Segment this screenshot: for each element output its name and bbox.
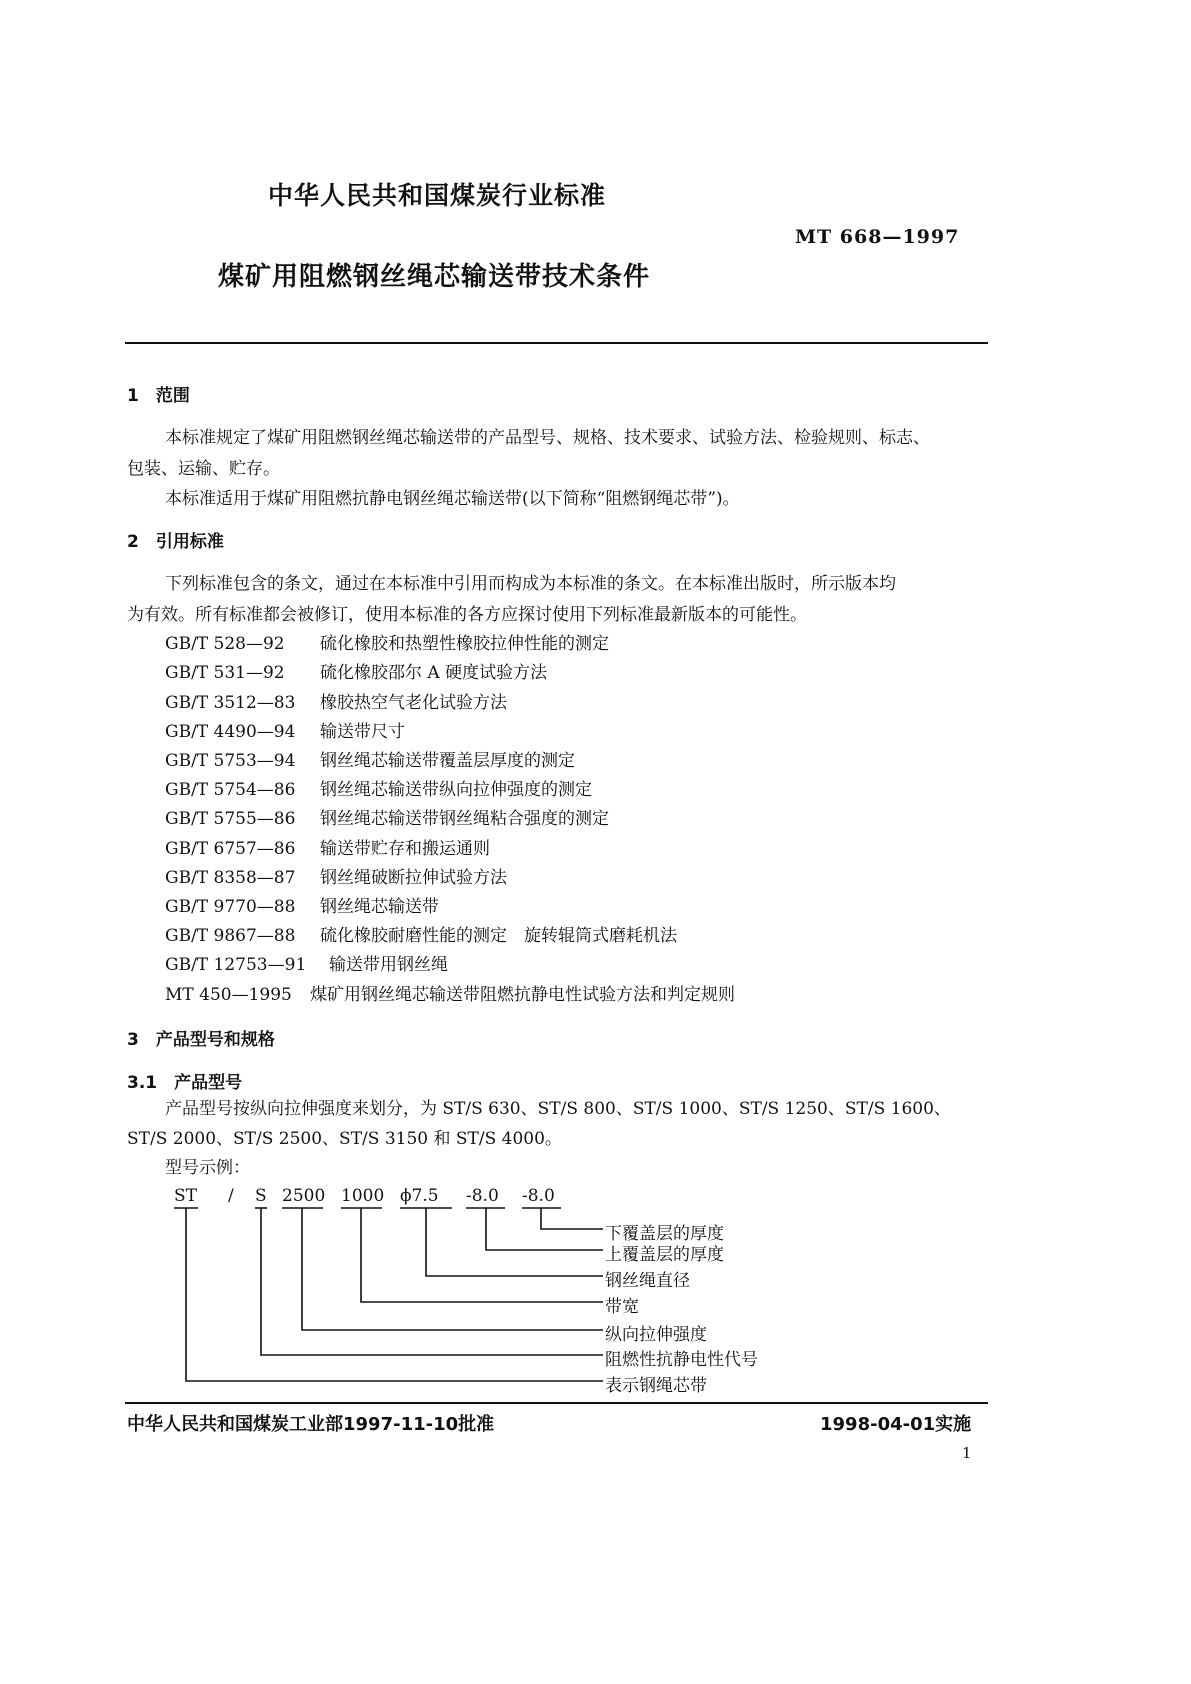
reference-item	[165, 892, 439, 923]
reference-code: GB/T 9867—88	[165, 926, 296, 946]
model-token: ϕ7.5	[400, 1186, 439, 1206]
leader-line-belt-width	[361, 1208, 603, 1302]
reference-title: 输送带贮存和搬运通则	[320, 839, 490, 859]
diagram-label: 带宽	[605, 1297, 639, 1317]
reference-item	[165, 746, 575, 777]
reference-item	[165, 804, 609, 835]
diagram-label: 阻燃性抗静电性代号	[605, 1350, 758, 1370]
diagram-label: 上覆盖层的厚度	[605, 1245, 724, 1265]
reference-title: 煤矿用钢丝绳芯输送带阻燃抗静电性试验方法和判定规则	[310, 985, 735, 1005]
example-label: 型号示例：	[165, 1158, 250, 1178]
reference-code: GB/T 531—92	[165, 663, 285, 683]
model-token: 1000	[341, 1186, 385, 1206]
leader-line-flame-code	[261, 1208, 603, 1355]
footer-rule	[125, 1402, 988, 1404]
reference-code: GB/T 8358—87	[165, 868, 296, 888]
org-title: 中华人民共和国煤炭行业标准	[268, 181, 607, 210]
leader-line-lower-cover	[541, 1208, 603, 1229]
reference-item	[165, 834, 490, 865]
section-1-para-1: 本标准规定了煤矿用阻燃钢丝绳芯输送带的产品型号、规格、技术要求、试验方法、检验规则、标志、	[165, 428, 930, 448]
reference-code: GB/T 3512—83	[165, 693, 296, 713]
diagram-label: 纵向拉伸强度	[605, 1325, 707, 1345]
reference-item	[165, 980, 735, 1011]
reference-title: 输送带用钢丝绳	[329, 955, 448, 975]
model-token: S	[255, 1186, 267, 1206]
section-1-para-2: 本标准适用于煤矿用阻燃抗静电钢丝绳芯输送带(以下简称“阻燃钢绳芯带”)。	[165, 489, 740, 509]
reference-item	[165, 717, 405, 748]
reference-code: GB/T 528—92	[165, 634, 285, 654]
leader-line-rope-diameter	[426, 1208, 603, 1276]
section-3-heading: 3 产品型号和规格	[127, 1030, 275, 1050]
diagram-label: 下覆盖层的厚度	[605, 1224, 724, 1244]
reference-code: GB/T 6757—86	[165, 839, 296, 859]
section-1-heading: 1 范围	[127, 386, 190, 406]
section-3-para-1-cont: ST/S 2000、ST/S 2500、ST/S 3150 和 ST/S 4000。	[127, 1129, 562, 1149]
reference-item	[165, 950, 448, 981]
reference-title: 钢丝绳芯输送带覆盖层厚度的测定	[320, 751, 575, 771]
reference-code: GB/T 4490—94	[165, 722, 296, 742]
section-3-para-1: 产品型号按纵向拉伸强度来划分，为 ST/S 630、ST/S 800、ST/S 1000、ST/S 1250、ST/S 1600、	[165, 1099, 951, 1119]
reference-title: 钢丝绳芯输送带钢丝绳粘合强度的测定	[320, 809, 609, 829]
reference-code: GB/T 9770—88	[165, 897, 296, 917]
reference-item	[165, 863, 507, 894]
leader-line-tensile-strength	[302, 1208, 603, 1330]
model-token: -8.0	[466, 1186, 499, 1206]
section-2-para-1-cont: 为有效。所有标准都会被修订，使用本标准的各方应探讨使用下列标准最新版本的可能性。	[127, 605, 807, 625]
reference-title: 橡胶热空气老化试验方法	[320, 693, 507, 713]
diagram-label: 表示钢绳芯带	[605, 1376, 707, 1396]
approval-line: 中华人民共和国煤炭工业部1997-11-10批准	[127, 1414, 495, 1435]
section-2-para-1: 下列标准包含的条文，通过在本标准中引用而构成为本标准的条文。在本标准出版时，所示版本均	[165, 574, 896, 594]
model-token: ST	[174, 1186, 197, 1206]
effective-date: 1998-04-01实施	[820, 1414, 972, 1435]
reference-title: 硫化橡胶和热塑性橡胶拉伸性能的测定	[320, 634, 609, 654]
reference-title: 钢丝绳芯输送带	[320, 897, 439, 917]
reference-title: 硫化橡胶耐磨性能的测定 旋转辊筒式磨耗机法	[320, 926, 677, 946]
section-1-para-1-cont: 包装、运输、贮存。	[127, 459, 280, 479]
diagram-label: 钢丝绳直径	[605, 1271, 690, 1291]
subsection-3-1-heading: 3.1 产品型号	[127, 1073, 243, 1093]
model-token: 2500	[282, 1186, 326, 1206]
reference-item	[165, 688, 507, 719]
standard-number: MT 668—1997	[795, 226, 960, 248]
section-2-heading: 2 引用标准	[127, 532, 224, 552]
reference-code: GB/T 5754—86	[165, 780, 296, 800]
document-title: 煤矿用阻燃钢丝绳芯输送带技术条件	[218, 262, 651, 292]
reference-item	[165, 775, 592, 806]
page-number: 1	[962, 1444, 972, 1462]
header-rule	[125, 342, 988, 344]
reference-code: GB/T 5753—94	[165, 751, 296, 771]
reference-title: 硫化橡胶邵尔 A 硬度试验方法	[320, 663, 548, 683]
model-token: -8.0	[522, 1186, 555, 1206]
reference-code: GB/T 12753—91	[165, 955, 307, 975]
reference-item	[165, 921, 677, 952]
reference-title: 钢丝绳芯输送带纵向拉伸强度的测定	[320, 780, 592, 800]
leader-line-steel-cord	[186, 1208, 603, 1381]
reference-title: 输送带尺寸	[320, 722, 405, 742]
leader-line-upper-cover	[486, 1208, 603, 1250]
reference-item	[165, 629, 609, 660]
reference-code: MT 450—1995	[165, 985, 292, 1005]
reference-title: 钢丝绳破断拉伸试验方法	[320, 868, 507, 888]
model-token: /	[228, 1186, 234, 1206]
reference-item	[165, 658, 547, 689]
reference-code: GB/T 5755—86	[165, 809, 296, 829]
